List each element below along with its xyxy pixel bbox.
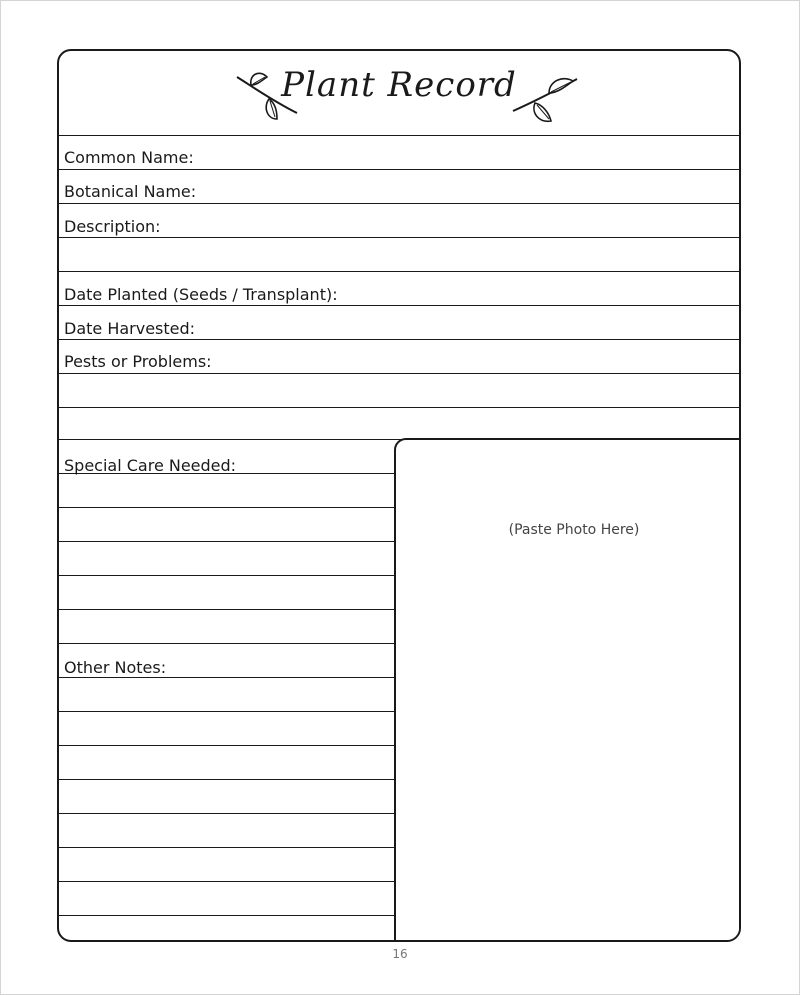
date-planted-label: Date Planted (Seeds / Transplant):	[64, 285, 338, 304]
writing-rule-line	[59, 541, 394, 542]
writing-rule-line	[59, 373, 739, 374]
writing-rule-line	[59, 813, 394, 814]
plant-record-form	[57, 49, 741, 942]
writing-rule-line	[59, 203, 739, 204]
writing-rule-line	[59, 779, 394, 780]
writing-rule-line	[59, 169, 739, 170]
date-harvested-label: Date Harvested:	[64, 319, 196, 338]
writing-rule-line	[59, 305, 739, 306]
botanical-name-label: Botanical Name:	[64, 182, 197, 201]
writing-rule-line	[59, 339, 739, 340]
writing-rule-line	[59, 237, 739, 238]
writing-rule-line	[59, 407, 739, 408]
writing-rule-line	[59, 609, 394, 610]
writing-rule-line	[59, 575, 394, 576]
writing-rule-line	[59, 847, 394, 848]
pests-problems-label: Pests or Problems:	[64, 352, 212, 371]
other-notes-label: Other Notes:	[64, 658, 167, 677]
writing-rule-line	[59, 677, 394, 678]
writing-rule-line	[59, 271, 739, 272]
photo-box	[394, 438, 741, 942]
writing-rule-line	[59, 745, 394, 746]
writing-rule-line	[59, 711, 394, 712]
writing-rule-line	[59, 915, 394, 916]
description-label: Description:	[64, 217, 161, 236]
writing-rule-line	[59, 507, 394, 508]
writing-rule-line	[59, 643, 394, 644]
writing-rule-line	[59, 881, 394, 882]
page-title: Plant Record	[281, 65, 517, 105]
leaf-sprig-right-icon	[511, 71, 581, 125]
page-number: 16	[392, 947, 408, 961]
common-name-label: Common Name:	[64, 148, 194, 167]
writing-rule-line	[59, 135, 739, 136]
photo-placeholder-text: (Paste Photo Here)	[508, 522, 640, 538]
special-care-label: Special Care Needed:	[64, 456, 237, 475]
